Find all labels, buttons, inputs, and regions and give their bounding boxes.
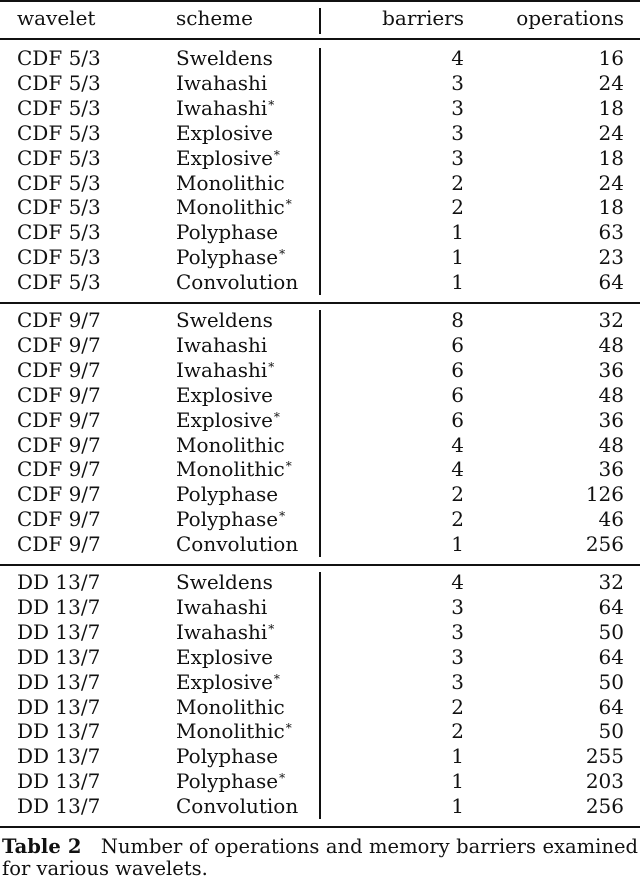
cell-operations: 18 <box>598 195 624 220</box>
cell-operations: 256 <box>585 794 624 819</box>
table-row <box>0 769 640 794</box>
scheme-name: Polyphase <box>176 744 279 769</box>
cell-operations: 36 <box>598 357 624 382</box>
cell-wavelet: CDF 5/3 <box>17 170 101 195</box>
scheme-name: Polyphase <box>176 245 279 270</box>
variant-marker: * <box>279 509 286 524</box>
table-row <box>0 744 640 769</box>
cell-wavelet: CDF 5/3 <box>17 245 101 270</box>
cell-barriers: 3 <box>451 669 464 694</box>
variant-marker: * <box>273 409 280 424</box>
cell-operations: 255 <box>585 744 624 769</box>
scheme-name: Monolithic <box>176 432 285 457</box>
cell-wavelet: DD 13/7 <box>17 744 101 769</box>
header-wavelet: wavelet <box>17 6 96 30</box>
header-divider <box>319 8 321 34</box>
variant-marker: * <box>279 247 286 262</box>
cell-barriers: 3 <box>451 594 464 619</box>
scheme-name: Explosive <box>176 382 273 407</box>
table-row <box>0 670 640 695</box>
cell-scheme <box>176 482 278 507</box>
cell-operations: 63 <box>598 220 624 245</box>
cell-barriers: 6 <box>451 382 464 407</box>
cell-wavelet: DD 13/7 <box>17 619 101 644</box>
cell-barriers: 6 <box>451 357 464 382</box>
cell-barriers: 1 <box>451 744 464 769</box>
cell-wavelet: CDF 5/3 <box>17 46 101 70</box>
cell-barriers: 2 <box>451 195 464 220</box>
table-row <box>0 570 640 595</box>
table-row <box>0 195 640 220</box>
scheme-name: Monolithic <box>176 457 285 482</box>
cell-operations: 48 <box>598 432 624 457</box>
header-operations: operations <box>516 6 624 30</box>
scheme-name: Convolution <box>176 270 299 295</box>
cell-operations: 32 <box>598 570 624 594</box>
cell-wavelet: CDF 9/7 <box>17 357 101 382</box>
cell-scheme <box>176 719 292 744</box>
cell-operations: 256 <box>585 532 624 557</box>
cell-wavelet: CDF 9/7 <box>17 532 101 557</box>
cell-barriers: 4 <box>451 46 464 70</box>
variant-marker: * <box>273 671 280 686</box>
variant-marker: * <box>268 97 275 112</box>
cell-barriers: 2 <box>451 719 464 744</box>
cell-scheme <box>176 570 273 595</box>
cell-scheme <box>176 408 280 433</box>
variant-marker: * <box>285 721 292 736</box>
cell-wavelet: DD 13/7 <box>17 570 101 594</box>
scheme-name: Convolution <box>176 532 299 557</box>
cell-operations: 48 <box>598 332 624 357</box>
cell-operations: 46 <box>598 507 624 532</box>
cell-wavelet: CDF 5/3 <box>17 195 101 220</box>
cell-wavelet: CDF 9/7 <box>17 432 101 457</box>
cell-barriers: 4 <box>451 457 464 482</box>
scheme-name: Monolithic <box>176 694 285 719</box>
cell-operations: 36 <box>598 407 624 432</box>
cell-wavelet: DD 13/7 <box>17 694 101 719</box>
cell-scheme <box>176 146 280 171</box>
cell-scheme <box>176 333 267 358</box>
cell-scheme <box>176 457 292 482</box>
scheme-name: Sweldens <box>176 308 273 332</box>
cell-barriers: 3 <box>451 95 464 120</box>
table-row <box>0 595 640 620</box>
variant-marker: * <box>285 197 292 212</box>
cell-wavelet: CDF 9/7 <box>17 457 101 482</box>
cell-operations: 50 <box>598 719 624 744</box>
cell-barriers: 3 <box>451 619 464 644</box>
scheme-name: Iwahashi <box>176 594 268 619</box>
scheme-name: Iwahashi <box>176 332 268 357</box>
scheme-name: Explosive <box>176 120 273 145</box>
table-row <box>0 794 640 819</box>
cell-scheme <box>176 695 285 720</box>
cell-barriers: 4 <box>451 570 464 594</box>
scheme-name: Explosive <box>176 669 273 694</box>
cell-barriers: 6 <box>451 407 464 432</box>
table-row <box>0 71 640 96</box>
table-row <box>0 46 640 71</box>
scheme-name: Iwahashi <box>176 357 268 382</box>
cell-barriers: 1 <box>451 245 464 270</box>
top-rule <box>0 0 640 2</box>
cell-scheme <box>176 744 278 769</box>
cell-operations: 18 <box>598 145 624 170</box>
cell-barriers: 4 <box>451 432 464 457</box>
cell-wavelet: CDF 9/7 <box>17 407 101 432</box>
cell-wavelet: DD 13/7 <box>17 669 101 694</box>
variant-marker: * <box>273 147 280 162</box>
cell-scheme <box>176 308 273 333</box>
cell-barriers: 1 <box>451 532 464 557</box>
cell-wavelet: CDF 9/7 <box>17 332 101 357</box>
group-rule <box>0 302 640 304</box>
cell-wavelet: CDF 9/7 <box>17 308 101 332</box>
table-row <box>0 408 640 433</box>
caption-text: Number of operations and memory barriers examined for various wavelets. <box>2 835 638 880</box>
header-rule <box>0 38 640 40</box>
cell-operations: 24 <box>598 70 624 95</box>
cell-scheme <box>176 270 298 295</box>
cell-operations: 24 <box>598 170 624 195</box>
scheme-name: Iwahashi <box>176 95 268 120</box>
scheme-name: Polyphase <box>176 769 279 794</box>
scheme-name: Polyphase <box>176 507 279 532</box>
cell-operations: 203 <box>585 769 624 794</box>
cell-wavelet: CDF 9/7 <box>17 482 101 507</box>
cell-barriers: 3 <box>451 145 464 170</box>
cell-scheme <box>176 670 280 695</box>
table-row <box>0 245 640 270</box>
table-row <box>0 719 640 744</box>
cell-scheme <box>176 433 285 458</box>
cell-scheme <box>176 769 285 794</box>
cell-barriers: 8 <box>451 308 464 332</box>
table-row <box>0 532 640 557</box>
cell-wavelet: CDF 5/3 <box>17 220 101 245</box>
cell-scheme <box>176 46 273 71</box>
table-row <box>0 146 640 171</box>
cell-scheme <box>176 532 298 557</box>
scheme-name: Polyphase <box>176 482 279 507</box>
cell-wavelet: DD 13/7 <box>17 594 101 619</box>
cell-scheme <box>176 245 285 270</box>
cell-scheme <box>176 507 285 532</box>
table-row <box>0 457 640 482</box>
cell-scheme <box>176 71 267 96</box>
table-row <box>0 695 640 720</box>
cell-wavelet: CDF 5/3 <box>17 145 101 170</box>
cell-barriers: 2 <box>451 694 464 719</box>
scheme-name: Sweldens <box>176 46 273 70</box>
cell-barriers: 1 <box>451 794 464 819</box>
cell-barriers: 1 <box>451 220 464 245</box>
table-row <box>0 333 640 358</box>
scheme-name: Explosive <box>176 145 273 170</box>
table-row <box>0 308 640 333</box>
scheme-name: Convolution <box>176 794 299 819</box>
table-row <box>0 96 640 121</box>
table-row <box>0 645 640 670</box>
table-row <box>0 482 640 507</box>
cell-scheme <box>176 595 267 620</box>
cell-scheme <box>176 358 274 383</box>
cell-scheme <box>176 171 285 196</box>
scheme-name: Sweldens <box>176 570 273 594</box>
cell-scheme <box>176 96 274 121</box>
cell-barriers: 6 <box>451 332 464 357</box>
scheme-name: Explosive <box>176 644 273 669</box>
scheme-name: Monolithic <box>176 719 285 744</box>
scheme-name: Polyphase <box>176 220 279 245</box>
scheme-name: Monolithic <box>176 170 285 195</box>
header-scheme: scheme <box>176 6 253 30</box>
cell-operations: 64 <box>598 644 624 669</box>
table-row <box>0 270 640 295</box>
cell-operations: 64 <box>598 694 624 719</box>
cell-operations: 126 <box>585 482 624 507</box>
cell-operations: 24 <box>598 120 624 145</box>
cell-scheme <box>176 645 273 670</box>
variant-marker: * <box>285 459 292 474</box>
cell-barriers: 3 <box>451 120 464 145</box>
cell-barriers: 1 <box>451 769 464 794</box>
cell-barriers: 1 <box>451 270 464 295</box>
variant-marker: * <box>268 621 275 636</box>
table-row <box>0 507 640 532</box>
cell-scheme <box>176 383 273 408</box>
cell-scheme <box>176 195 292 220</box>
cell-wavelet: DD 13/7 <box>17 719 101 744</box>
table-row <box>0 358 640 383</box>
cell-barriers: 2 <box>451 170 464 195</box>
cell-scheme <box>176 121 273 146</box>
cell-wavelet: CDF 9/7 <box>17 507 101 532</box>
cell-barriers: 2 <box>451 482 464 507</box>
cell-operations: 36 <box>598 457 624 482</box>
cell-wavelet: CDF 9/7 <box>17 382 101 407</box>
cell-operations: 23 <box>598 245 624 270</box>
cell-operations: 50 <box>598 669 624 694</box>
cell-barriers: 2 <box>451 507 464 532</box>
bottom-rule <box>0 826 640 828</box>
cell-wavelet: DD 13/7 <box>17 644 101 669</box>
table-row <box>0 383 640 408</box>
cell-wavelet: CDF 5/3 <box>17 70 101 95</box>
cell-scheme <box>176 220 278 245</box>
variant-marker: * <box>279 771 286 786</box>
variant-marker: * <box>268 359 275 374</box>
cell-wavelet: CDF 5/3 <box>17 120 101 145</box>
cell-wavelet: CDF 5/3 <box>17 95 101 120</box>
cell-wavelet: DD 13/7 <box>17 794 101 819</box>
table-row <box>0 220 640 245</box>
cell-scheme <box>176 794 298 819</box>
caption-label: Table 2 <box>2 835 82 858</box>
cell-wavelet: DD 13/7 <box>17 769 101 794</box>
cell-operations: 16 <box>598 46 624 70</box>
cell-operations: 18 <box>598 95 624 120</box>
cell-barriers: 3 <box>451 70 464 95</box>
cell-operations: 48 <box>598 382 624 407</box>
cell-wavelet: CDF 5/3 <box>17 270 101 295</box>
cell-operations: 64 <box>598 594 624 619</box>
cell-scheme <box>176 620 274 645</box>
cell-barriers: 3 <box>451 644 464 669</box>
cell-operations: 32 <box>598 308 624 332</box>
table-row <box>0 620 640 645</box>
table-row <box>0 171 640 196</box>
group-rule <box>0 564 640 566</box>
scheme-name: Iwahashi <box>176 619 268 644</box>
cell-operations: 64 <box>598 270 624 295</box>
table-caption <box>2 836 638 880</box>
table-row <box>0 433 640 458</box>
scheme-name: Monolithic <box>176 195 285 220</box>
scheme-name: Iwahashi <box>176 70 268 95</box>
table-row <box>0 121 640 146</box>
cell-operations: 50 <box>598 619 624 644</box>
scheme-name: Explosive <box>176 407 273 432</box>
header-barriers: barriers <box>382 6 464 30</box>
